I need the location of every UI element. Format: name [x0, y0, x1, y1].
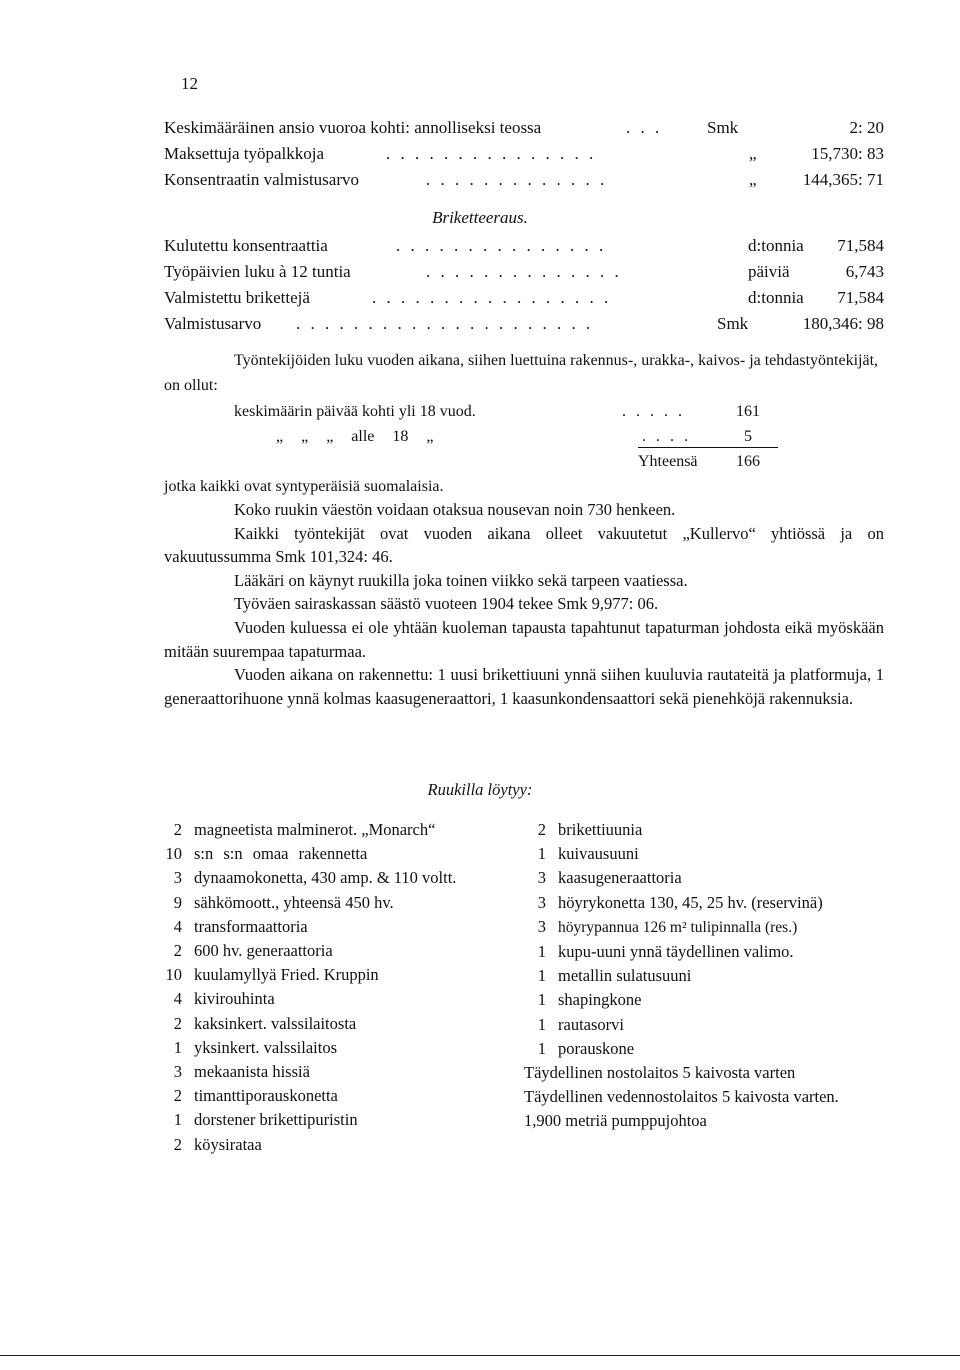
item-count: 3 — [173, 1062, 182, 1082]
paragraph: Vuoden kuluessa ei ole yhtään kuoleman tapausta tapahtunut tapaturman johdosta eikä myöskään mitään suurempaa tapaturmaa. — [164, 617, 884, 661]
item-count: 1 — [537, 844, 546, 864]
leader-dots: . . . . — [642, 428, 691, 445]
item-count: 2 — [173, 1013, 182, 1033]
item-text: s:n s:n omaa rakennetta — [194, 844, 368, 864]
item-text: dynaamokonetta, 430 amp. & 110 voltt. — [194, 868, 457, 888]
list-item — [160, 818, 510, 842]
list-item — [160, 866, 510, 890]
row-label: Kulutettu konsentraattia — [164, 236, 328, 255]
item-count: 1 — [537, 1014, 546, 1034]
briquetting-row — [164, 286, 884, 312]
list-item — [524, 1109, 890, 1133]
row-value: 5 — [744, 428, 752, 445]
list-item — [160, 1036, 510, 1060]
item-count: 1 — [537, 942, 546, 962]
inventory-left-list — [160, 818, 510, 1157]
list-item — [524, 842, 890, 866]
wage-row — [164, 116, 884, 142]
item-count: 4 — [173, 916, 182, 936]
paragraph: Koko ruukin väestön voidaan otaksua nousevan noin 730 henkeen. — [234, 500, 676, 519]
item-text: Täydellinen vedennostolaitos 5 kaivosta varten. — [524, 1087, 839, 1107]
item-text: kaksinkert. valssilaitosta — [194, 1013, 357, 1033]
item-text: metallin sulatusuuni — [558, 966, 692, 986]
briquetting-row — [164, 234, 884, 260]
workforce-intro: Työntekijöiden luku vuoden aikana, siihen luettuina rakennus-, urakka-, kaivos- ja tehdastyöntekijät, on ollut: — [164, 352, 879, 394]
leader-dots: . . . . . . . . . . . . . . . — [396, 236, 607, 255]
row-label: Keskimääräinen ansio vuoroa kohti: annolliseksi teossa — [164, 118, 542, 137]
total-label: Yhteensä — [638, 453, 698, 470]
item-count: 10 — [165, 844, 182, 864]
wages-table — [164, 116, 884, 194]
paragraph: Työväen sairaskassan säästö vuoteen 1904 tekee Smk 9,977: 06. — [234, 594, 659, 614]
list-item — [524, 891, 890, 915]
row-value: 15,730: 83 — [811, 144, 884, 163]
item-count: 2 — [173, 941, 182, 961]
item-count: 10 — [165, 965, 182, 985]
list-item — [160, 1084, 510, 1108]
item-text: kivirouhinta — [194, 989, 275, 1009]
leader-dots: . . . . . — [622, 403, 685, 420]
page-number: 12 — [181, 74, 198, 93]
item-text: porauskone — [558, 1038, 635, 1058]
row-unit: „ — [749, 144, 757, 163]
row-label: Maksettuja työpalkkoja — [164, 144, 325, 163]
row-unit: Smk — [717, 314, 749, 333]
section-title-briquetting: Briketteeraus. — [432, 208, 528, 227]
row-label: keskimäärin päivää kohti yli 18 vuod. — [234, 403, 476, 420]
item-count: 2 — [173, 820, 182, 839]
row-value: 71,584 — [837, 288, 884, 307]
item-text: köysirataa — [194, 1134, 262, 1154]
briquetting-row — [164, 260, 884, 286]
row-value: 161 — [736, 403, 760, 420]
paragraph: Lääkäri on käynyt ruukilla joka toinen viikko sekä tarpeen vaatiessa. — [234, 570, 688, 590]
workforce-row-adults — [164, 400, 884, 425]
row-label: Valmistettu brikettejä — [164, 288, 310, 307]
item-text: kuulamyllyä Fried. Kruppin — [194, 965, 379, 985]
item-text: brikettiuunia — [558, 820, 643, 839]
list-item — [160, 1012, 510, 1036]
item-text: Täydellinen nostolaitos 5 kaivosta varten — [524, 1063, 796, 1083]
row-label: Työpäivien luku à 12 tuntia — [164, 262, 351, 281]
leader-dots: . . . . . . . . . . . . . — [426, 170, 608, 189]
item-count: 3 — [537, 868, 546, 888]
item-text: shapingkone — [558, 990, 642, 1010]
list-item — [160, 842, 510, 866]
item-text: 1,900 metriä pumppujohtoa — [524, 1111, 707, 1131]
wage-row — [164, 142, 884, 168]
row-label: Valmistusarvo — [164, 314, 262, 333]
item-count: 1 — [537, 966, 546, 986]
list-item — [160, 939, 510, 963]
item-count: 4 — [173, 989, 182, 1009]
list-item — [524, 1013, 890, 1037]
item-text: kaasugeneraattoria — [558, 868, 682, 888]
paragraph: Kaikki työntekijät ovat vuoden aikana olleet vakuutetut „Kullervo“ yhtiössä ja on vakuutussumma Smk 101,324: 46. — [164, 523, 884, 567]
leader-dots: . . . . . . . . . . . . . . — [426, 262, 622, 281]
item-count: 9 — [173, 892, 182, 912]
section-title-inventory: Ruukilla löytyy: — [427, 780, 533, 799]
row-unit: „ — [749, 170, 757, 189]
row-label: Konsentraatin valmistusarvo — [164, 170, 359, 189]
item-count: 1 — [537, 990, 546, 1010]
list-item — [160, 1060, 510, 1084]
item-text: yksinkert. valssilaitos — [194, 1037, 337, 1057]
item-count: 3 — [537, 892, 546, 912]
inventory-right-list — [524, 818, 890, 1134]
item-count: 1 — [173, 1037, 182, 1057]
row-value: 71,584 — [837, 236, 884, 255]
list-item — [160, 1133, 510, 1157]
item-count: 2 — [173, 1086, 182, 1106]
narrative-section — [164, 498, 884, 710]
item-text: dorstener brikettipuristin — [194, 1110, 358, 1130]
scan-border — [0, 1355, 960, 1356]
item-count: 1 — [537, 1038, 546, 1058]
row-unit: päiviä — [748, 262, 790, 281]
item-count: 1 — [173, 1110, 182, 1130]
leader-dots: . . . . . . . . . . . . . . . . . . . . . — [296, 314, 594, 333]
item-text: kupu-uuni ynnä täydellinen valimo. — [558, 942, 794, 962]
item-text: magneetista malminerot. „Monarch“ — [194, 820, 436, 839]
item-count: 2 — [173, 1134, 182, 1154]
item-text: transformaattoria — [194, 916, 308, 936]
row-unit: d:tonnia — [748, 236, 804, 255]
list-item — [524, 940, 890, 964]
leader-dots: . . . — [626, 118, 663, 137]
wage-row — [164, 168, 884, 194]
list-item — [524, 1061, 890, 1085]
workforce-section — [164, 348, 884, 499]
row-unit: Smk — [707, 118, 739, 137]
list-item — [524, 1085, 890, 1109]
leader-dots: . . . . . . . . . . . . . . . . . — [372, 288, 612, 307]
item-text: rautasorvi — [558, 1014, 624, 1034]
list-item — [524, 915, 890, 940]
list-item — [524, 988, 890, 1012]
item-count: 2 — [537, 820, 546, 839]
list-item — [160, 891, 510, 915]
list-item — [524, 866, 890, 890]
total-value: 166 — [736, 453, 760, 470]
item-text: timanttiporauskonetta — [194, 1086, 338, 1106]
row-value: 144,365: 71 — [802, 170, 884, 189]
item-count: 3 — [537, 916, 546, 936]
workforce-row-total — [164, 450, 884, 475]
briquetting-row — [164, 312, 884, 338]
list-item — [160, 987, 510, 1011]
row-value: 180,346: 98 — [802, 314, 884, 333]
row-value: 6,743 — [845, 262, 884, 281]
row-unit: d:tonnia — [748, 288, 804, 307]
workforce-note: jotka kaikki ovat syntyperäisiä suomalaisia. — [164, 478, 444, 495]
item-text: mekaanista hissiä — [194, 1062, 310, 1082]
list-item — [524, 1037, 890, 1061]
paragraph: Vuoden aikana on rakennettu: 1 uusi brikettiuuni ynnä siihen kuuluvia rautateitä ja platformuja, 1 generaattorihuone ynnä kolmas kaasugeneraattori, 1 kaasunkondensaattori sekä pienehköjä rakennuksia. — [164, 665, 884, 708]
item-text: 600 hv. generaattoria — [194, 941, 333, 961]
list-item — [160, 963, 510, 987]
list-item — [160, 1108, 510, 1132]
item-text: höyrypannua 126 m² tulipinnalla (res.) — [558, 918, 798, 936]
item-text: höyrykonetta 130, 45, 25 hv. (reservinä) — [558, 892, 823, 912]
list-item — [524, 818, 890, 842]
item-text: kuivausuuni — [558, 844, 639, 864]
row-label: „ „ „ alle 18 „ — [276, 428, 434, 445]
list-item — [524, 964, 890, 988]
briquetting-table — [164, 234, 884, 338]
item-count: 3 — [173, 868, 182, 888]
list-item — [160, 915, 510, 939]
leader-dots: . . . . . . . . . . . . . . . — [386, 144, 597, 163]
total-rule — [638, 447, 778, 448]
row-value: 2: 20 — [849, 118, 884, 137]
item-text: sähkömoott., yhteensä 450 hv. — [194, 892, 394, 912]
